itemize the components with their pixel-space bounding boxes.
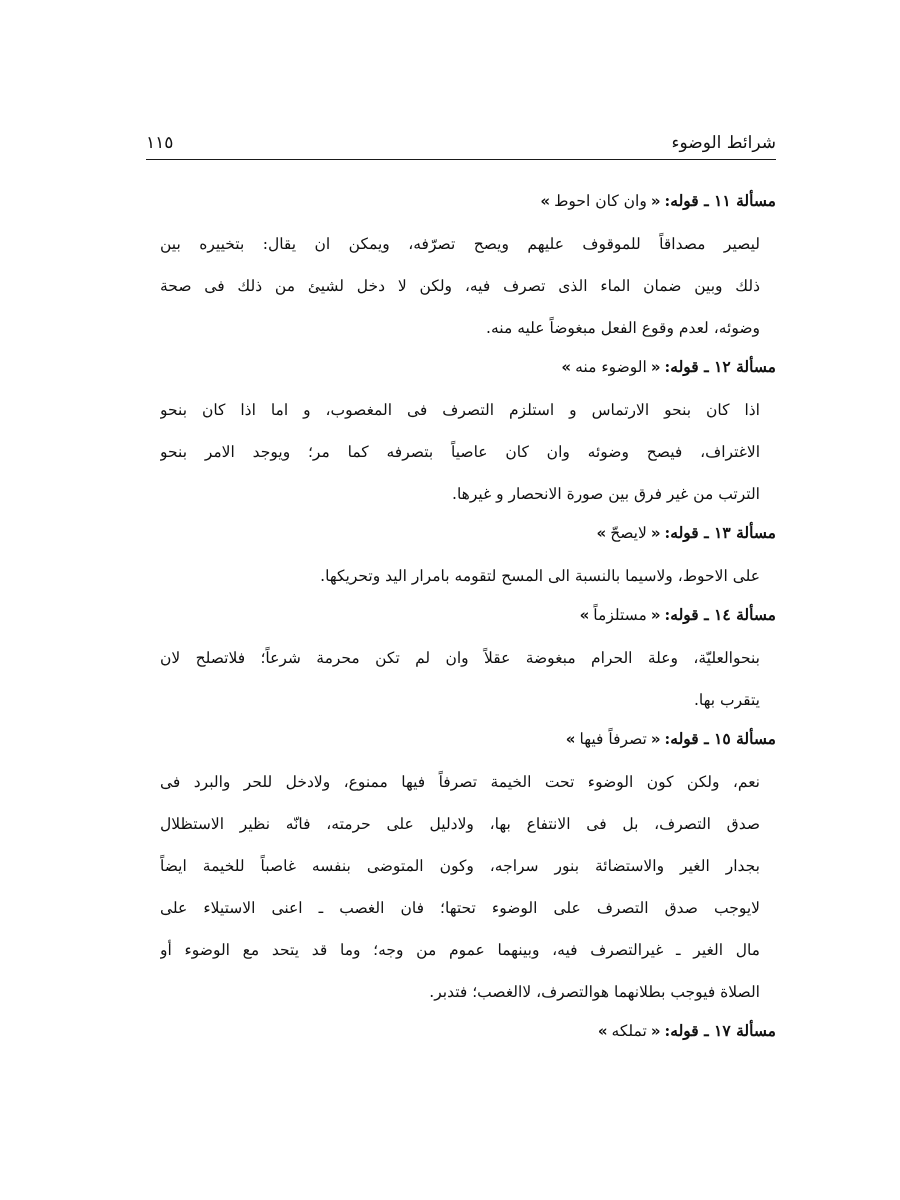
page-body — [160, 184, 776, 1054]
heading-label: مسألة ١٢ ـ قوله: — [664, 357, 776, 376]
text-line: الاغتراف، فيصح وضوئه وان كان عاصياً بتصرفه كما مر؛ ويوجد الامر بنحو — [160, 443, 760, 461]
heading-label: مسألة ١٧ ـ قوله: — [664, 1021, 776, 1040]
mas-ala-heading — [160, 516, 776, 556]
mas-ala-heading — [160, 350, 776, 390]
text-line: مال الغير ـ غيرالتصرف فيه، وبينهما عموم من وجه؛ وما قد يتحد مع الوضوء أو — [160, 941, 760, 959]
mas-ala-heading — [160, 1014, 776, 1054]
quoted-phrase: مستلزماً — [593, 606, 647, 624]
quote-open-bracket-icon: « — [650, 1022, 661, 1040]
quoted-phrase: تملكه — [611, 1022, 647, 1040]
text-line: بنحوالعليّة، وعلة الحرام مبغوضة عقلاً وان لم تكن محرمة شرعاً؛ فلاتصلح لان — [160, 649, 760, 667]
quoted-phrase: وان كان احوط — [554, 192, 647, 210]
commentary-paragraph — [160, 390, 776, 516]
quote-close-bracket-icon: » — [596, 524, 607, 542]
text-line: ذلك وبين ضمان الماء الذى تصرف فيه، ولكن لا دخل لشيئ من ذلك فى صحة — [160, 277, 760, 295]
heading-label: مسألة ١٥ ـ قوله: — [664, 729, 776, 748]
text-line: لايوجب صدق التصرف على الوضوء تحتها؛ فان الغصب ـ اعنى الاستيلاء على — [160, 899, 760, 917]
commentary-paragraph — [160, 762, 776, 1014]
mas-ala-heading — [160, 722, 776, 762]
running-header — [146, 128, 776, 158]
text-line: اذا كان بنحو الارتماس و استلزم التصرف فى المغصوب، و اما اذا كان بنحو — [160, 401, 760, 419]
header-rule — [146, 159, 776, 160]
quote-close-bracket-icon: » — [565, 730, 576, 748]
quote-open-bracket-icon: « — [650, 730, 661, 748]
text-line: الصلاة فيوجب بطلانهما هوالتصرف، لاالغصب؛ فتدبر. — [429, 983, 760, 1001]
mas-ala-heading — [160, 598, 776, 638]
quote-open-bracket-icon: « — [650, 524, 661, 542]
text-line: الترتب من غير فرق بين صورة الانحصار و غيرها. — [452, 485, 760, 503]
text-line: على الاحوط، ولاسيما بالنسبة الى المسح لتقومه بامرار اليد وتحريكها. — [320, 567, 760, 585]
quote-close-bracket-icon: » — [540, 192, 551, 210]
quote-close-bracket-icon: » — [579, 606, 590, 624]
mas-ala-heading — [160, 184, 776, 224]
text-line: نعم، ولكن كون الوضوء تحت الخيمة تصرفاً فيها ممنوع، ولادخل للحر والبرد فى — [160, 773, 760, 791]
heading-label: مسألة ١٣ ـ قوله: — [664, 523, 776, 542]
quote-close-bracket-icon: » — [597, 1022, 608, 1040]
commentary-paragraph — [160, 556, 776, 598]
chapter-title: شرائط الوضوء — [671, 133, 776, 153]
text-line: ليصير مصداقاً للموقوف عليهم ويصح تصرّفه، ويمكن ان يقال: بتخييره بين — [160, 235, 760, 253]
heading-label: مسألة ١١ ـ قوله: — [664, 191, 776, 210]
quote-open-bracket-icon: « — [650, 358, 661, 376]
commentary-paragraph — [160, 638, 776, 722]
quoted-phrase: تصرفاً فيها — [579, 730, 647, 748]
commentary-paragraph — [160, 224, 776, 350]
quoted-phrase: لايصحّ — [610, 524, 647, 542]
page-number: ١١٥ — [146, 133, 174, 153]
text-line: صدق التصرف، بل فى الانتفاع بها، ولادليل على حرمته، فانّه نظير الاستظلال — [160, 815, 760, 833]
quote-open-bracket-icon: « — [650, 192, 661, 210]
quote-close-bracket-icon: » — [561, 358, 572, 376]
quoted-phrase: الوضوء منه — [575, 358, 647, 376]
text-line: بجدار الغير والاستضائة بنور سراجه، وكون المتوضى بنفسه غاصباً للخيمة ايضاً — [160, 857, 760, 875]
text-line: يتقرب بها. — [693, 691, 760, 709]
text-line: وضوئه، لعدم وقوع الفعل مبغوضاً عليه منه. — [486, 319, 760, 337]
quote-open-bracket-icon: « — [650, 606, 661, 624]
heading-label: مسألة ١٤ ـ قوله: — [664, 605, 776, 624]
